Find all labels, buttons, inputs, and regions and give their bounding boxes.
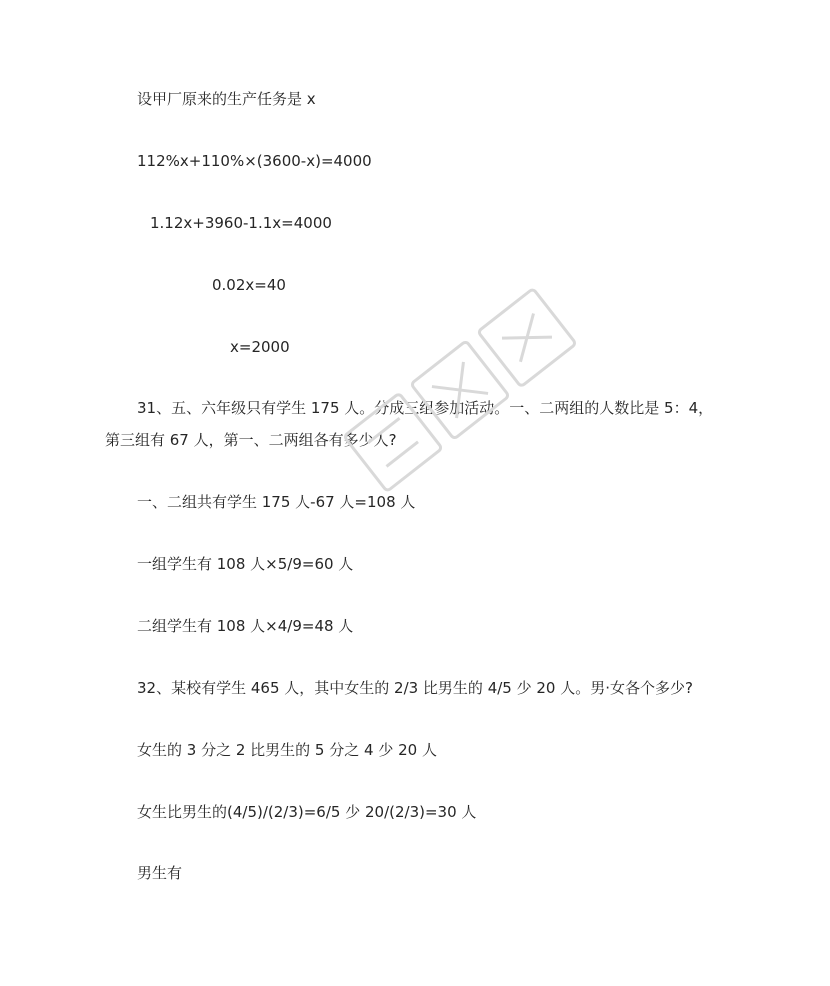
text-line: 二组学生有 108 人×4/9=48 人 [137, 617, 354, 635]
text-line: 0.02x=40 [212, 276, 286, 294]
text-line: 女生比男生的(4/5)/(2/3)=6/5 少 20/(2/3)=30 人 [137, 803, 477, 821]
text-line: 设甲厂原来的生产任务是 x [137, 90, 316, 108]
text-line: 32、某校有学生 465 人，其中女生的 2/3 比男生的 4/5 少 20 人。男·女各个多少? [137, 679, 693, 697]
text-line: 男生有 [137, 864, 183, 882]
text-line: 1.12x+3960-1.1x=4000 [150, 214, 332, 232]
text-line: 112%x+110%×(3600-x)=4000 [137, 152, 372, 170]
text-line: 一组学生有 108 人×5/9=60 人 [137, 555, 354, 573]
text-line: 一、二组共有学生 175 人-67 人=108 人 [137, 493, 416, 511]
text-line: 31、五、六年级只有学生 175 人。分成三组参加活动。一、二两组的人数比是 5：4， [137, 399, 714, 417]
text-line: 女生的 3 分之 2 比男生的 5 分之 4 少 20 人 [137, 741, 437, 759]
text-line: x=2000 [230, 338, 290, 356]
watermark-logo [300, 260, 620, 520]
text-line: 第三组有 67 人，第一、二两组各有多少人? [105, 431, 397, 449]
